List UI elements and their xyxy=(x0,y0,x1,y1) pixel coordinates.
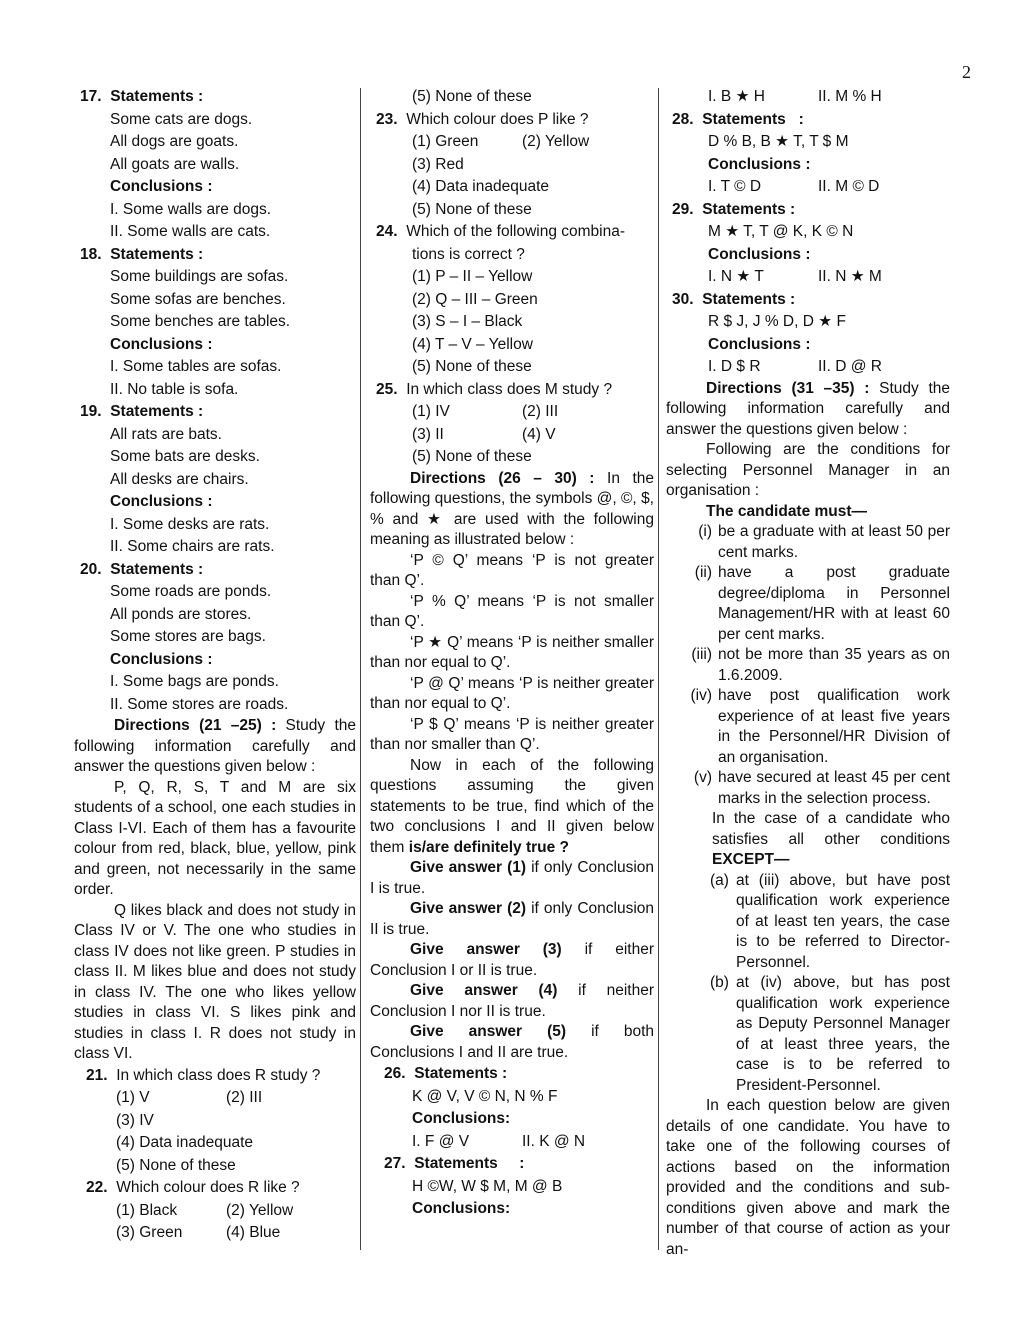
question-22: 22. Which colour does R like ? (1) Black (2) Yellow (3) Green (4) Blue xyxy=(74,1177,356,1245)
option[interactable]: (5) None of these xyxy=(412,200,532,218)
question-21: 21. In which class does R study ? (1) V (2) III (3) IV (4) Data inadequate (5) None of these xyxy=(74,1065,356,1178)
sub-condition: (b) at (iv) above, but has post qualification work experience as Deputy Personnel Manager of at least three years, the case is to be referred to President-Personnel. xyxy=(710,974,950,1094)
conclusion: II. Some chairs are rats. xyxy=(110,538,275,555)
conclusion: I. F @ V xyxy=(412,1132,470,1150)
conclusion: I. Some walls are dogs. xyxy=(110,200,272,218)
symbol-meaning: ‘P ★ Q’ means ‘P is neither smaller than nor equal to Q’. xyxy=(370,633,654,671)
option[interactable]: (4) Data inadequate xyxy=(412,178,550,195)
question-28: 28. Statements : D % B, B ★ T, T $ M Conclusions : I. T © D II. M © D xyxy=(666,109,950,199)
column-divider xyxy=(360,88,361,1250)
statement: R $ J, J % D, D ★ F xyxy=(708,313,846,330)
option[interactable]: (5) None of these xyxy=(116,1156,236,1174)
option[interactable]: (5) None of these xyxy=(412,448,532,465)
directions-21-25: Directions (21 –25) : Study the following information carefully and answer the questions given below : xyxy=(74,717,356,775)
statement: All desks are chairs. xyxy=(110,470,249,488)
option[interactable]: (1) Black xyxy=(116,1201,178,1219)
conclusion: II. K @ N xyxy=(522,1132,586,1150)
option[interactable]: (1) IV xyxy=(412,403,450,420)
question-23: 23. Which colour does P like ? (1) Green (2) Yellow (3) Red (4) Data inadequate (5) None of these xyxy=(370,109,654,222)
option[interactable]: (4) Blue xyxy=(226,1224,281,1241)
conclusion: II. N ★ M xyxy=(818,268,882,285)
answer-key: Give answer (5) if both Conclusions I and II are true. xyxy=(370,1023,655,1061)
option[interactable]: (5) None of these xyxy=(412,88,532,105)
statement: All dogs are goats. xyxy=(110,133,239,150)
statement: All rats are bats. xyxy=(110,425,222,443)
condition: (i) be a graduate with at least 50 per cent marks. xyxy=(698,523,950,561)
info-paragraph: Following are the conditions for selecting Personnel Manager in an organisation : xyxy=(666,441,950,499)
question-30: 30. Statements : R $ J, J % D, D ★ F Conclusions : I. D $ R II. D @ R xyxy=(666,289,950,379)
conclusions-heading: Conclusions : xyxy=(110,178,213,195)
conclusion: II. Some stores are roads. xyxy=(110,695,289,713)
option[interactable]: (4) T – V – Yellow xyxy=(412,335,533,353)
conclusion: II. M % H xyxy=(818,88,882,105)
statement: Some sofas are benches. xyxy=(110,290,286,308)
column-1 xyxy=(74,86,356,1245)
final-paragraph: In each question below are given details of one candidate. You have to take one of the following courses of actions based on the information provided and the conditions and sub-conditions given above and mark the number of that course of action as your an- xyxy=(666,1097,950,1258)
conclusion: II. Some walls are cats. xyxy=(110,223,271,240)
answer-key: Give answer (2) if only Conclusion II is true. xyxy=(370,900,655,938)
statement: All ponds are stores. xyxy=(110,605,252,623)
option[interactable]: (2) III xyxy=(522,403,559,420)
option[interactable]: (3) II xyxy=(412,425,444,443)
conclusion: I. Some desks are rats. xyxy=(110,515,270,533)
conclusion: I. Some tables are sofas. xyxy=(110,358,282,375)
statement: Some buildings are sofas. xyxy=(110,268,289,285)
statements-heading: Statements : xyxy=(110,88,204,105)
option[interactable]: (2) Yellow xyxy=(522,133,590,150)
symbol-meaning: ‘P @ Q’ means ‘P is neither greater than nor equal to Q’. xyxy=(370,674,654,712)
conclusion: I. D $ R xyxy=(708,358,761,375)
statement: Some benches are tables. xyxy=(110,313,291,330)
column-2 xyxy=(370,86,654,1221)
question-27: 27. Statements : H ©W, W $ M, M @ B Conclusions: xyxy=(370,1153,654,1221)
condition: (v) have secured at least 45 per cent marks in the selection process. xyxy=(693,769,950,807)
option[interactable]: (5) None of these xyxy=(412,358,532,375)
statement: Some roads are ponds. xyxy=(110,583,272,600)
condition: (iv) have post qualification work experience of at least five years in the Personnel/HR Division of an organisation. xyxy=(690,687,950,766)
statement: Some cats are dogs. xyxy=(110,110,253,128)
option[interactable]: (2) Q – III – Green xyxy=(412,290,538,308)
instruction-paragraph: Now in each of the following questions assuming the given statements to be true, find which of the two conclusions I and II given below them is/are definitely true ? xyxy=(370,756,654,856)
conclusion: II. M © D xyxy=(818,178,880,195)
symbol-meaning: ‘P $ Q’ means ‘P is neither greater than nor smaller than Q’. xyxy=(370,715,654,753)
conclusion: II. D @ R xyxy=(818,358,882,375)
option[interactable]: (3) IV xyxy=(116,1111,154,1129)
statement: K @ V, V © N, N % F xyxy=(412,1087,558,1105)
question-26: 26. Statements : K @ V, V © N, N % F Conclusions: I. F @ V II. K @ N xyxy=(370,1063,654,1153)
question-20: 20. Statements : Some roads are ponds. All ponds are stores. Some stores are bags. Conclusions : I. Some bags are ponds. II. Some stores are roads. xyxy=(74,559,356,717)
conclusion: II. No table is sofa. xyxy=(110,380,239,398)
question-25: 25. In which class does M study ? (1) IV (2) III (3) II (4) V (5) None of these xyxy=(370,379,654,469)
condition: (ii) have a post graduate degree/diploma in Personnel Management/HR with at least 60 per cent marks. xyxy=(694,564,950,643)
conclusion: I. N ★ T xyxy=(708,268,764,285)
answer-key: Give answer (1) if only Conclusion I is true. xyxy=(370,859,655,897)
option[interactable]: (4) Data inadequate xyxy=(116,1134,254,1151)
statement: H ©W, W $ M, M @ B xyxy=(412,1177,563,1195)
option[interactable]: (3) Green xyxy=(116,1224,183,1241)
option[interactable]: (1) V xyxy=(116,1089,150,1106)
question-19: 19. Statements : All rats are bats. Some bats are desks. All desks are chairs. Conclusions : I. Some desks are rats. II. Some chairs are rats. xyxy=(74,401,356,559)
column-3 xyxy=(666,86,950,1260)
question-29: 29. Statements : M ★ T, T @ K, K © N Conclusions : I. N ★ T II. N ★ M xyxy=(666,199,950,289)
option[interactable]: (2) III xyxy=(226,1089,263,1106)
conclusion: I. T © D xyxy=(708,178,762,195)
must-heading: The candidate must— xyxy=(706,502,868,520)
except-paragraph: In the case of a candidate who satisfies all other conditions EXCEPT— xyxy=(712,810,950,868)
answer-key: Give answer (3) if either Conclusion I or II is true. xyxy=(370,941,654,979)
question-24: 24. Which of the following combina- tions is correct ? (1) P – II – Yellow (2) Q – III – Green (3) S – I – Black (4) T – V – Yellow (5) None of these xyxy=(370,221,654,379)
symbol-meaning: ‘P © Q’ means ‘P is not greater than Q’. xyxy=(370,551,654,589)
condition: (iii) not be more than 35 years as on 1.6.2009. xyxy=(691,646,950,684)
statement: Some bats are desks. xyxy=(110,448,260,465)
info-paragraph: P, Q, R, S, T and M are six students of a school, one each studies in Class I-VI. Each of them has a favourite colour from red, black, blue, yellow, pink and green, not necessarily in the same order. xyxy=(74,778,356,898)
column-divider xyxy=(658,88,659,1250)
info-paragraph: Q likes black and does not study in Class IV or V. The one who studies in class IV does not like green. P studies in class II. M likes blue and does not study in class IV. The one who likes yellow studies in class VI. S likes pink and studies in class I. R does not study in class VI. xyxy=(74,901,356,1062)
conclusion: I. Some bags are ponds. xyxy=(110,673,279,690)
sub-condition: (a) at (iii) above, but have post qualification work experience of at least ten years, the case is to be referred to Director-Personnel. xyxy=(710,871,950,971)
statement: D % B, B ★ T, T $ M xyxy=(708,133,849,150)
statement: M ★ T, T @ K, K © N xyxy=(708,223,854,240)
option[interactable]: (1) Green xyxy=(412,133,479,150)
option[interactable]: (2) Yellow xyxy=(226,1201,294,1219)
option[interactable]: (4) V xyxy=(522,425,556,443)
directions-26-30: Directions (26 – 30) : In the following questions, the symbols @, ©, $, % and ★ are used with the following meaning as illustrated below : xyxy=(370,469,655,548)
symbol-meaning: ‘P % Q’ means ‘P is not smaller than Q’. xyxy=(370,592,654,630)
directions-31-35: Directions (31 –35) : Study the following information carefully and answer the questions given below : xyxy=(666,379,950,438)
option[interactable]: (3) S – I – Black xyxy=(412,313,523,330)
option[interactable]: (1) P – II – Yellow xyxy=(412,268,533,285)
question-17: 17. Statements : Some cats are dogs. All dogs are goats. All goats are walls. Conclusions : I. Some walls are dogs. II. Some walls are cats. xyxy=(74,86,356,244)
question-18: 18. Statements : Some buildings are sofas. Some sofas are benches. Some benches are tables. Conclusions : I. Some tables are sofas. II. No table is sofa. xyxy=(74,244,356,402)
page-number: 2 xyxy=(962,62,971,82)
statement: All goats are walls. xyxy=(110,155,240,173)
conclusion: I. B ★ H xyxy=(708,88,765,105)
option[interactable]: (3) Red xyxy=(412,155,464,173)
answer-key: Give answer (4) if neither Conclusion I nor II is true. xyxy=(370,982,655,1020)
statement: Some stores are bags. xyxy=(110,628,266,645)
